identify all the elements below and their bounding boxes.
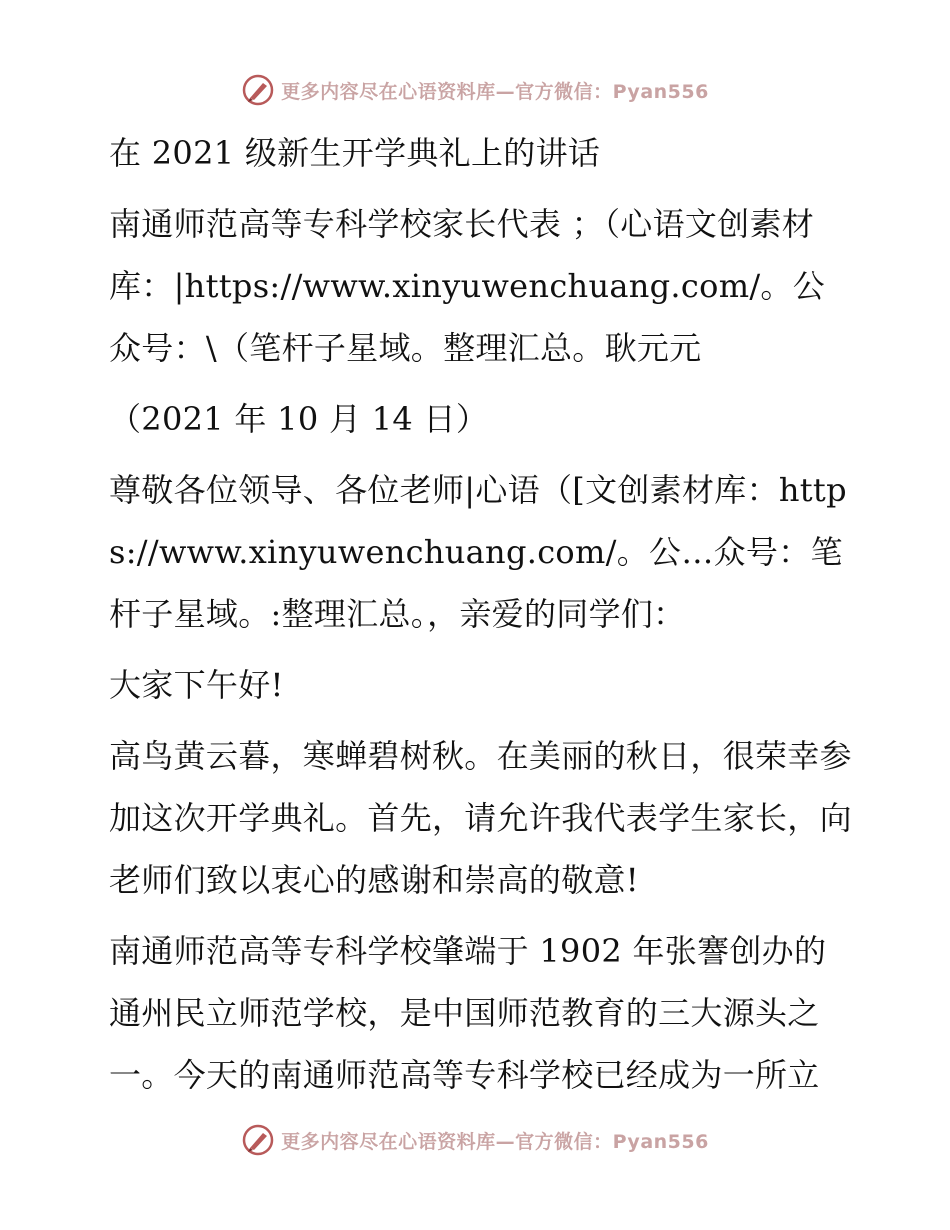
- speech-title: 在 2021 级新生开学典礼上的讲话: [109, 134, 601, 172]
- pen-logo-icon: [241, 73, 275, 107]
- pen-logo-icon: [241, 1123, 275, 1157]
- header-watermark-banner: [0, 70, 950, 110]
- body-paragraph: 高鸟黄云暮，寒蝉碧树秋。在美丽的秋日，很荣幸参加这次开学典礼。首先，请允许我代表学生家长，向老师们致以衷心的感谢和崇高的敬意!: [109, 737, 852, 899]
- body-paragraph: 南通师范高等专科学校肇端于 1902 年张謇创办的通州民立师范学校，是中国师范教育的三大源头之一。今天的南通师范高等专科学校已经成为一所立: [109, 932, 827, 1094]
- document-body: [97, 122, 853, 1115]
- speaker-line: 南通师范高等专科学校家长代表 ；（心语文创素材库：|https://www.xinyuwenchuang.com/。公众号：\（笔杆子星域。整理汇总。耿元元: [109, 205, 826, 367]
- footer-watermark-banner: [0, 1120, 950, 1160]
- salutation: 尊敬各位领导、各位老师|心语（[文创素材库：https://www.xinyuwenchuang.com/。公…众号：笔杆子星域。:整理汇总。，亲爱的同学们：: [109, 471, 847, 633]
- watermark-text: 更多内容尽在心语资料库—官方微信：Pyan556: [281, 80, 709, 103]
- greeting: 大家下午好!: [109, 666, 284, 704]
- watermark-text: 更多内容尽在心语资料库—官方微信：Pyan556: [281, 1130, 709, 1153]
- date-line: （2021 年 10 月 14 日）: [109, 400, 489, 438]
